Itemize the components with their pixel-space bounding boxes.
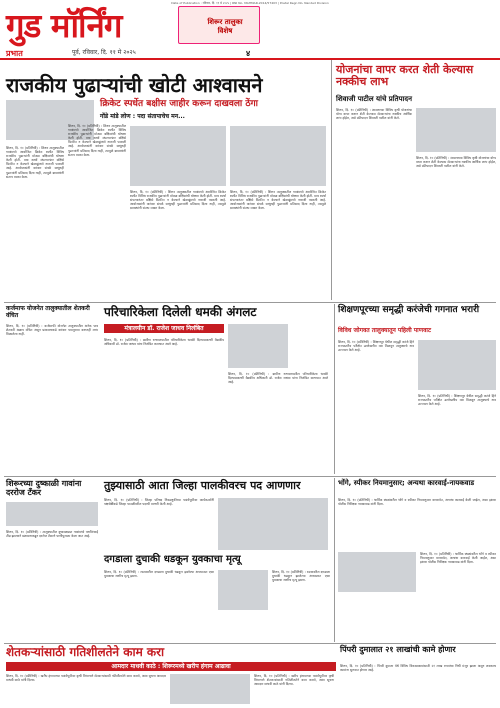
section-badge-label: शिरूर तालुका विशेष	[207, 18, 243, 35]
story2-headline: परिचारिकेला दिलेली धमकी अंगलट	[104, 305, 257, 319]
story5-photo	[6, 502, 98, 526]
story4-body: शिरूर, दि. १० (प्रतिनिधी) : जिल्हा परिषद निवडणुकीच्या पार्श्वभूमीवर कार्यकर्त्यांनी पक्षश्रेष्ठींकडे जिल्हा पातळीवरील पदाची मागणी केली आहे.	[104, 498, 214, 507]
right-top-body-1: शिरूर, दि. १० (प्रतिनिधी) : शासनाच्या विविध कृषी योजनांचा योग्य वापर करून शेती केल्यास शेतकऱ्यांना नक्कीच आर्थिक लाभ होईल, असे प्रतिपादन शिवाजी पाटील यांनी केले.	[336, 108, 412, 121]
story2-photo	[228, 324, 288, 368]
story6-photo	[338, 552, 416, 592]
right-top-subheadline: शिवाजी पाटील यांचे प्रतिपादन	[336, 95, 412, 103]
story3-body: शिरूर, दि. १० (प्रतिनिधी) : शिक्षणपूर येथील समृद्धी करंजे हिने राज्यस्तरीय परीक्षेत उल्लेखनीय यश मिळवून तालुक्याचे नाव उज्ज्वल केले आहे.	[338, 340, 414, 353]
lead-body-4: शिरूर, दि. १० (प्रतिनिधी) : शिरूर तालुक्यातील गावांमध्ये आयोजित क्रिकेट स्पर्धेत विविध राजकीय पुढाऱ्यांनी मोठ्या बक्षिसांची घोषणा केली होती. मात्र स्पर्धा संपल्यानंतर बक्षिसे वितरित न केल्याने खेळाडूंमध्ये नाराजी पसरली आहे. आयोजकांनी वारंवार संपर्क साधूनही पुढाऱ्यांनी प्रतिसाद दिला नाही, त्यामुळे ग्रामस्थांनी संताप व्यक्त केला.	[230, 190, 326, 211]
story9-body: शिरूर, दि. १० (प्रतिनिधी) : पिंपरी दुमाला येथे विविध विकासकामांसाठी २१ लाख रुपयांचा निधी मंजूर झाला असून लवकरच कामांना सुरुवात होणार आहे.	[340, 664, 496, 673]
story3-photo	[418, 340, 496, 390]
issue-date: पूर्व, रविवार, दि. ११ मे २०२५	[72, 49, 136, 56]
story6-body: शिरूर, दि. १० (प्रतिनिधी) : धार्मिक स्थळांवरील भोंगे व स्पीकर नियमानुसार वापरावेत, अन्यथा कारवाई केली जाईल, असा इशारा पोलीस निरीक्षक नायकवाड यांनी दिला.	[338, 498, 496, 507]
story7-body-2: शिरूर, दि. १० (प्रतिनिधी) : रस्त्यावरील दगडाला दुचाकी धडकून झालेल्या अपघातात एका युवकाचा जागीच मृत्यू झाला.	[272, 570, 330, 583]
section-rule-2	[4, 476, 496, 477]
brand-tagline: प्रभात	[6, 49, 23, 58]
story5-body: शिरूर, दि. १० (प्रतिनिधी) : तालुक्यातील दुष्काळग्रस्त गावांमध्ये पाणीटंचाई तीव्र झाल्याने प्रशासनाकडून दररोज टँकरने पाणीपुरवठा केला जात आहे.	[6, 530, 98, 539]
story8-headline: शेतकऱ्यांसाठी गतिशीलतेने काम करा	[6, 645, 165, 659]
masthead-rule	[0, 58, 500, 60]
story3-headline: शिक्षणपूरच्या समृद्धी करंजेची गगनात भरारी	[338, 305, 480, 315]
section-rule-3	[4, 643, 496, 644]
column-divider-3	[334, 478, 335, 642]
page-number: ४	[246, 49, 251, 58]
left-column-body: शिरूर, दि. १० (प्रतिनिधी) : कर्जमाफी योजनेत तालुक्यातील अनेक पात्र शेतकरी अद्याप वंचित असून प्रशासनाकडे वारंवार पाठपुरावा करूनही लाभ मिळालेला नाही.	[6, 324, 98, 337]
story4-headline: तुझ्यासाठी आता जिल्हा पालकीवरच पद आणणार	[104, 479, 301, 492]
story8-body: शिरूर, दि. १० (प्रतिनिधी) : खरीप हंगामाच्या पार्श्वभूमीवर कृषी विभागाने शेतकऱ्यांसाठी गतिशीलतेने काम करावे, अशा सूचना आमदार माधवी काठे यांनी दिल्या.	[6, 674, 166, 683]
lead-body-1: शिरूर, दि. १० (प्रतिनिधी) : शिरूर तालुक्यातील गावांमध्ये आयोजित क्रिकेट स्पर्धेत विविध राजकीय पुढाऱ्यांनी मोठ्या बक्षिसांची घोषणा केली होती. मात्र स्पर्धा संपल्यानंतर बक्षिसे वितरित न केल्याने खेळाडूंमध्ये नाराजी पसरली आहे. आयोजकांनी वारंवार संपर्क साधूनही पुढाऱ्यांनी प्रतिसाद दिला नाही, त्यामुळे ग्रामस्थांनी संताप व्यक्त केला.	[6, 146, 64, 179]
story6-headline: भोंगे, स्पीकर नियमानुसार; अन्यथा कारवाई-नायकवाड	[338, 479, 475, 487]
story6-body-2: शिरूर, दि. १० (प्रतिनिधी) : धार्मिक स्थळांवरील भोंगे व स्पीकर नियमानुसार वापरावेत, अन्यथा कारवाई केली जाईल, असा इशारा पोलीस निरीक्षक नायकवाड यांनी दिला.	[420, 552, 496, 565]
story7-photo	[218, 570, 268, 610]
lead-headline: राजकीय पुढाऱ्यांची खोटी आश्वासने	[6, 73, 263, 97]
lead-photo-2	[130, 126, 226, 186]
story7-headline: दगडाला दुचाकी धडकून युवकाचा मृत्यू	[104, 554, 241, 565]
story4-photo	[218, 498, 328, 550]
story3-body-2: शिरूर, दि. १० (प्रतिनिधी) : शिक्षणपूर येथील समृद्धी करंजे हिने राज्यस्तरीय परीक्षेत उल्लेखनीय यश मिळवून तालुक्याचे नाव उज्ज्वल केले आहे.	[418, 394, 496, 407]
publication-info: Date of Publication : रविवार, दि. ११ मे २०२५ | RNI No. MAHMAR-2014/57403 | Postal Regn No. Nanded Division	[171, 1, 329, 5]
right-top-photo	[416, 108, 496, 152]
right-top-body-2: शिरूर, दि. १० (प्रतिनिधी) : शासनाच्या विविध कृषी योजनांचा योग्य वापर करून शेती केल्यास शेतकऱ्यांना नक्कीच आर्थिक लाभ होईल, असे प्रतिपादन शिवाजी पाटील यांनी केले.	[416, 156, 496, 169]
lead-body-2: शिरूर, दि. १० (प्रतिनिधी) : शिरूर तालुक्यातील गावांमध्ये आयोजित क्रिकेट स्पर्धेत विविध राजकीय पुढाऱ्यांनी मोठ्या बक्षिसांची घोषणा केली होती. मात्र स्पर्धा संपल्यानंतर बक्षिसे वितरित न केल्याने खेळाडूंमध्ये नाराजी पसरली आहे. आयोजकांनी वारंवार संपर्क साधूनही पुढाऱ्यांनी प्रतिसाद दिला नाही, त्यामुळे ग्रामस्थांनी संताप व्यक्त केला.	[68, 124, 126, 157]
right-top-headline: योजनांचा वापर करत शेती केल्यास नक्कीच लाभ	[336, 63, 474, 89]
lead-kicker: गोंडे मांडे लोण : पदा संतापाचेच मन...	[100, 113, 185, 120]
lead-body-3: शिरूर, दि. १० (प्रतिनिधी) : शिरूर तालुक्यातील गावांमध्ये आयोजित क्रिकेट स्पर्धेत विविध राजकीय पुढाऱ्यांनी मोठ्या बक्षिसांची घोषणा केली होती. मात्र स्पर्धा संपल्यानंतर बक्षिसे वितरित न केल्याने खेळाडूंमध्ये नाराजी पसरली आहे. आयोजकांनी वारंवार संपर्क साधूनही पुढाऱ्यांनी प्रतिसाद दिला नाही, त्यामुळे ग्रामस्थांनी संताप व्यक्त केला.	[130, 190, 226, 211]
story2-body: शिरूर, दि. १० (प्रतिनिधी) : ग्रामीण रुग्णालयातील परिचारिकेला धमकी दिल्याप्रकरणी वैद्यकीय अधिकारी डॉ. राजेश जाधव यांना निलंबित करण्यात आले आहे.	[104, 338, 224, 347]
story8-subheadline: आमदार माधवी काठे : शिरूरमध्ये खरीप हंगाम आढावा	[6, 662, 336, 671]
story8-photo	[170, 674, 250, 704]
story7-body: शिरूर, दि. १० (प्रतिनिधी) : रस्त्यावरील दगडाला दुचाकी धडकून झालेल्या अपघातात एका युवकाचा जागीच मृत्यू झाला.	[104, 570, 214, 579]
left-column-headline: कर्जमाफ योजनेत तालुक्यातील शेतकरी वंचित	[6, 305, 90, 319]
story9-headline: पिंपरी दुमालात २१ लाखांची कामे होणार	[340, 645, 456, 654]
story2-body-2: शिरूर, दि. १० (प्रतिनिधी) : ग्रामीण रुग्णालयातील परिचारिकेला धमकी दिल्याप्रकरणी वैद्यकीय अधिकारी डॉ. राजेश जाधव यांना निलंबित करण्यात आले आहे.	[228, 372, 328, 385]
story3-subheadline: विविध जोगवत तालुक्यातून पहिली पाणवाट	[338, 327, 431, 334]
lead-subheadline: क्रिकेट स्पर्धेत बक्षीस जाहीर करून दाखवला ठेंगा	[100, 99, 259, 109]
story8-body-2: शिरूर, दि. १० (प्रतिनिधी) : खरीप हंगामाच्या पार्श्वभूमीवर कृषी विभागाने शेतकऱ्यांसाठी गतिशीलतेने काम करावे, अशा सूचना आमदार माधवी काठे यांनी दिल्या.	[254, 674, 334, 687]
lead-photo-3	[230, 126, 326, 186]
section-rule-1	[4, 302, 496, 303]
column-divider	[331, 60, 332, 300]
brand-logo: गुड मॉर्निंग	[6, 6, 122, 45]
story5-headline: शिरूरच्या दुष्काळी गावांना दररोज टँकर	[6, 479, 82, 497]
column-divider-2	[334, 304, 335, 474]
story2-subheadline: मंत्रालयीन डॉ. राजेश जाधव निलंबित	[104, 324, 224, 333]
